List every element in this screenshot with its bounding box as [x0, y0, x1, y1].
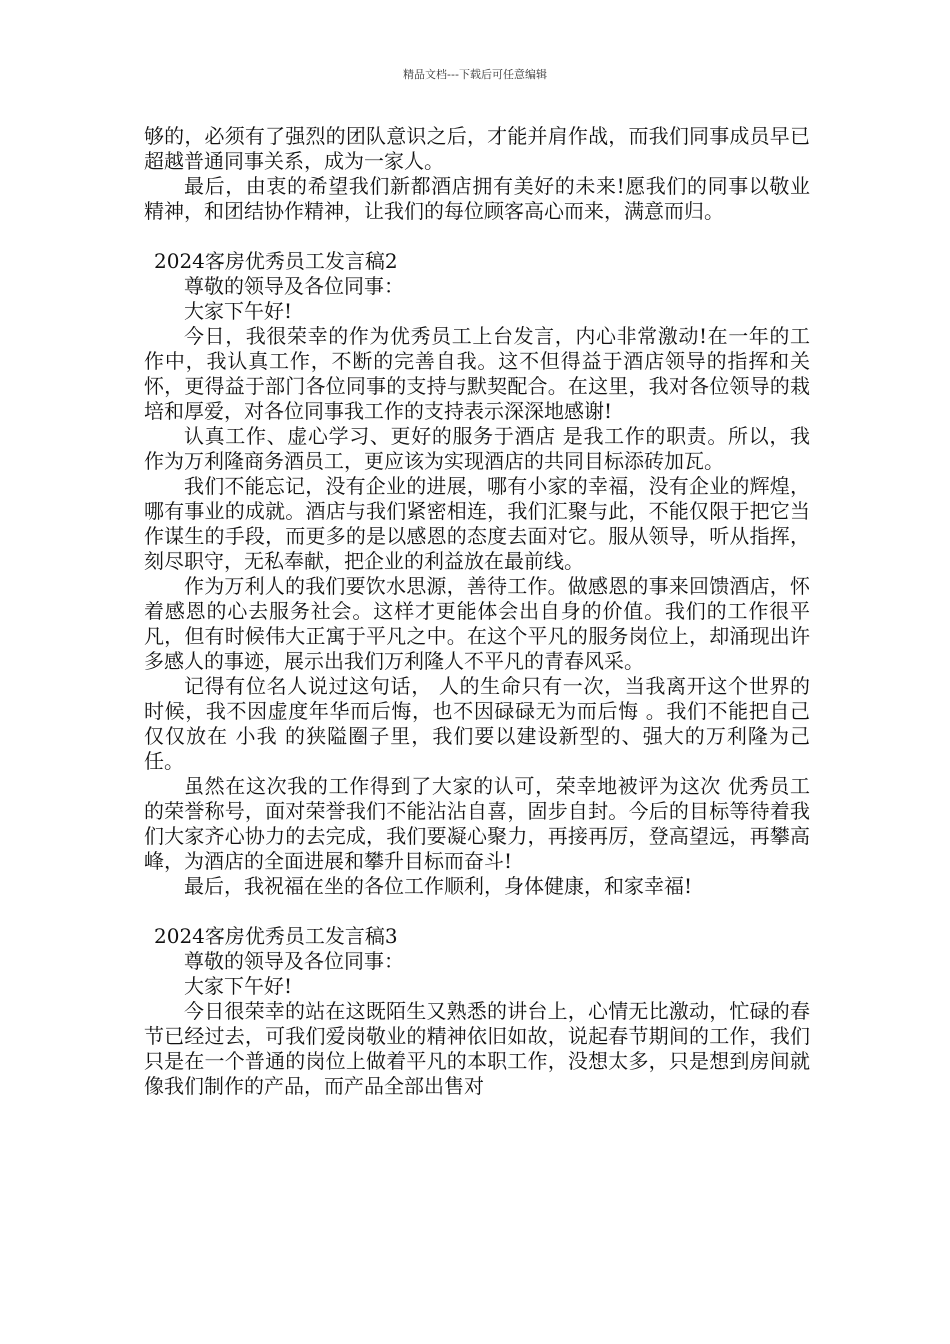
salutation: 尊敬的领导及各位同事： — [184, 274, 404, 298]
paragraph: 够的，必须有了强烈的团队意识之后，才能并肩作战，而我们同事成员早已超越普通同事关系，成为一家人。 — [144, 124, 810, 173]
greeting: 大家下午好! — [184, 299, 293, 323]
paragraph: 记得有位名人说过这句话， 人的生命只有一次，当我离开这个世界的时候，我不因虚度年华而后悔，也不因碌碌无为而后悔 。我们不能把自己仅仅放在 小我 的狭隘圈子里，我们要以建设新型的、强大的万利隆为己任。 — [144, 674, 810, 773]
paragraph: 虽然在这次我的工作得到了大家的认可，荣幸地被评为这次 优秀员工 的荣誉称号，面对荣誉我们不能沾沾自喜，固步自封。今后的目标等待着我们大家齐心协力的去完成，我们要凝心聚力，再接再厉，登高望远，再攀高峰，为酒店的全面进展和攀升目标而奋斗! — [144, 774, 810, 873]
paragraph: 作为万利人的我们要饮水思源，善待工作。做感恩的事来回馈酒店，怀着感恩的心去服务社会。这样才更能体会出自身的价值。我们的工作很平凡，但有时候伟大正寓于平凡之中。在这个平凡的服务岗位上，却涌现出许多感人的事迹，展示出我们万利隆人不平凡的青春风采。 — [144, 574, 810, 673]
paragraph: 最后，我祝福在坐的各位工作顺利，身体健康，和家幸福! — [184, 874, 693, 898]
section-heading: 2024客房优秀员工发言稿2 — [154, 249, 398, 273]
greeting: 大家下午好! — [184, 974, 293, 998]
document-body — [144, 124, 810, 1099]
section-heading: 2024客房优秀员工发言稿3 — [154, 924, 398, 948]
paragraph: 今日很荣幸的站在这既陌生又熟悉的讲台上，心情无比激动，忙碌的春节已经过去，可我们爱岗敬业的精神依旧如故，说起春节期间的工作，我们只是在一个普通的岗位上做着平凡的本职工作，没想太多，只是想到房间就像我们制作的产品，而产品全部出售对 — [144, 999, 810, 1098]
paragraph: 我们不能忘记，没有企业的进展，哪有小家的幸福，没有企业的辉煌，哪有事业的成就。酒店与我们紧密相连，我们汇聚与此，不能仅限于把它当作谋生的手段，而更多的是以感恩的态度去面对它。服从领导，听从指挥，刻尽职守，无私奉献，把企业的利益放在最前线。 — [144, 474, 810, 573]
paragraph: 认真工作、虚心学习、更好的服务于酒店 是我工作的职责。所以，我作为万利隆商务酒员工，更应该为实现酒店的共同目标添砖加瓦。 — [144, 424, 810, 473]
page-header: 精品文档---下载后可任意编辑 — [403, 68, 547, 81]
paragraph: 今日，我很荣幸的作为优秀员工上台发言，内心非常激动!在一年的工作中，我认真工作，不断的完善自我。这不但得益于酒店领导的指挥和关怀，更得益于部门各位同事的支持与默契配合。在这里，我对各位领导的栽培和厚爱，对各位同事我工作的支持表示深深地感谢! — [144, 324, 810, 423]
salutation: 尊敬的领导及各位同事： — [184, 949, 404, 973]
paragraph: 最后，由衷的希望我们新都酒店拥有美好的未来!愿我们的同事以敬业精神，和团结协作精神，让我们的每位顾客高心而来，满意而归。 — [144, 174, 810, 223]
